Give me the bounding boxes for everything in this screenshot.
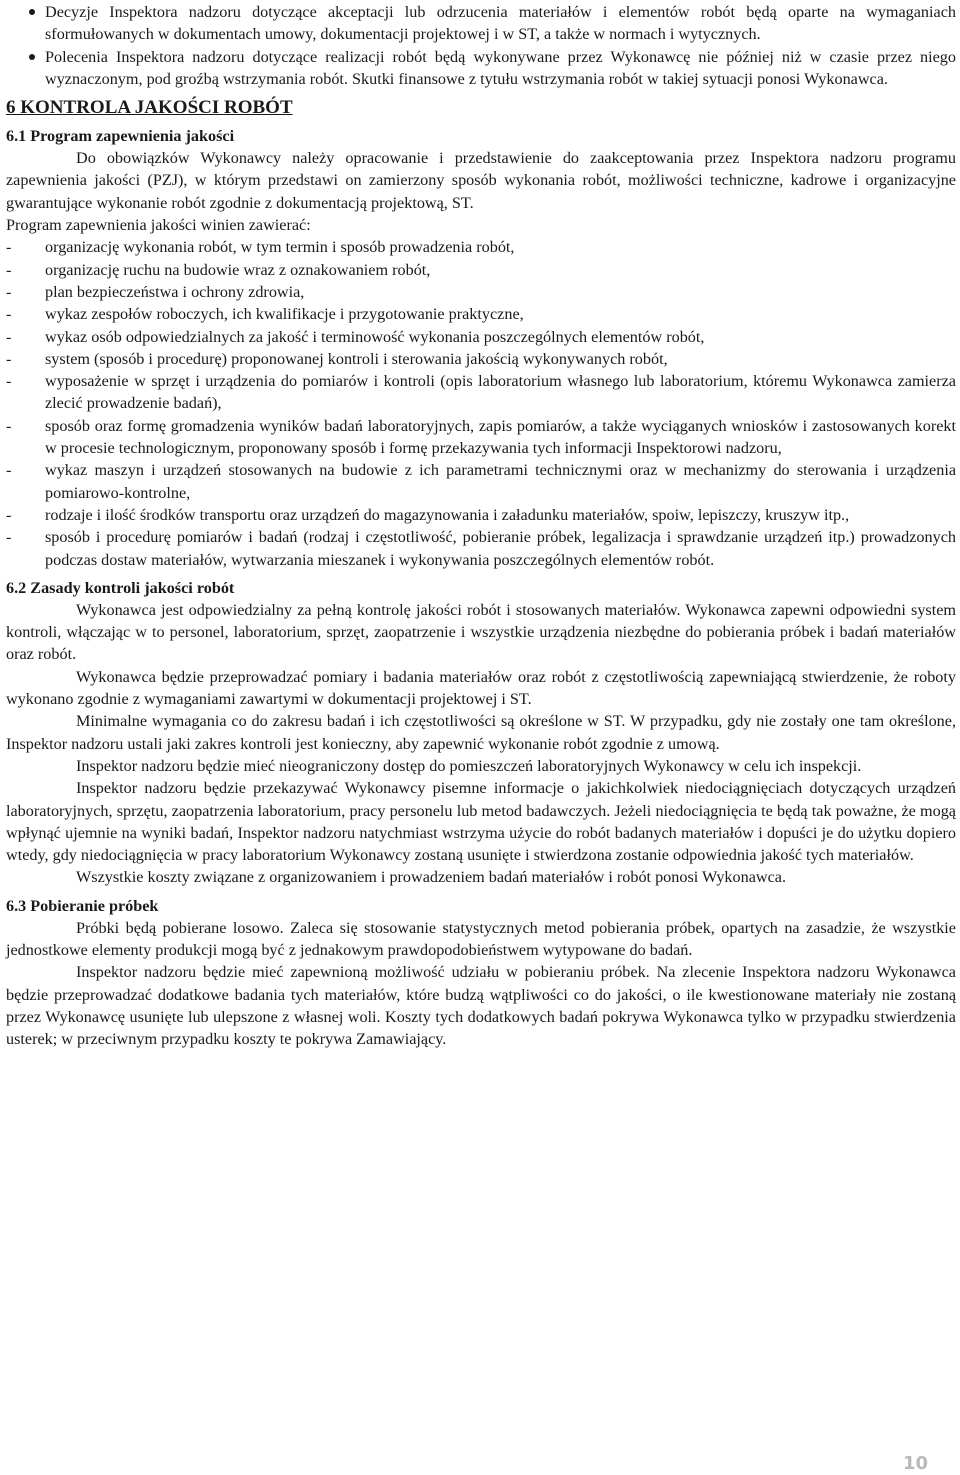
list-item-text: wykaz zespołów roboczych, ich kwalifikacje i przygotowanie praktyczne, <box>45 305 524 324</box>
list-item <box>6 236 956 258</box>
list-item <box>6 459 956 504</box>
dash-marker: - <box>6 505 12 524</box>
subsection-heading-6-3: 6.3 Pobieranie próbek <box>6 896 159 915</box>
dash-marker: - <box>6 416 12 435</box>
list-item <box>6 415 956 460</box>
list-item <box>6 281 956 303</box>
list-item <box>6 526 956 571</box>
bullet-list <box>6 1 956 90</box>
list-item-text: wykaz maszyn i urządzeń stosowanych na budowie z ich parametrami technicznymi oraz w mechanizmy do sterowania i urządzenia pomiarowo-kontrolne, <box>45 461 956 502</box>
requirements-list <box>6 236 956 570</box>
dash-marker: - <box>6 372 12 391</box>
dash-marker: - <box>6 461 12 480</box>
list-item <box>6 348 956 370</box>
list-item-text: wykaz osób odpowiedzialnych za jakość i terminowość wykonania poszczególnych elementów robót, <box>45 327 705 346</box>
list-item-text: rodzaje i ilość środków transportu oraz urządzeń do magazynowania i załadunku materiałów, spoiw, lepiszczy, kruszyw itp., <box>45 505 850 524</box>
paragraph: Inspektor nadzoru będzie przekazywać Wykonawcy pisemne informacje o jakichkolwiek niedociągnięciach dotyczących urządzeń laboratoryjnych, sprzętu, zaopatrzenia laboratorium, pracy personelu lub metod badawczych. Jeżeli niedociągnięcia te będą tak poważne, że mogą wpłynąć ujemnie na wyniki badań, Inspektor nadzoru natychmiast wstrzyma użycie do robót badanych materiałów i dopuści je do użytku dopiero wtedy, gdy niedociągnięcia w pracy laboratorium Wykonawcy zostaną usunięte i stwierdzona zostanie odpowiednia jakość tych materiałów. <box>6 779 956 865</box>
list-item-text: wyposażenie w sprzęt i urządzenia do pomiarów i kontroli (opis laboratorium własnego lub laboratorium, któremu Wykonawca zamierza zlecić prowadzenie badań), <box>45 372 956 413</box>
list-item <box>6 303 956 325</box>
list-item <box>6 326 956 348</box>
paragraph: Próbki będą pobierane losowo. Zaleca się stosowanie statystycznych metod pobierania próbek, opartych na zasadzie, że wszystkie jednostkowe elementy produkcji mogą być z jednakowym prawdopodobieństwem wytypowane do badań. <box>6 918 956 959</box>
dash-marker: - <box>6 282 12 301</box>
list-item-text: sposób i procedurę pomiarów i badań (rodzaj i częstotliwość, pobieranie próbek, legalizacja i sprawdzanie urządzeń itp.) prowadzonych podczas dostaw materiałów, wytwarzania mieszanek i wykonywania poszczególnych elementów robót. <box>45 528 956 569</box>
list-item <box>6 370 956 415</box>
list-item-text: sposób oraz formę gromadzenia wyników badań laboratoryjnych, zapis pomiarów, a także wyciąganych wniosków i zastosowanych korekt w procesie technologicznym, proponowany sposób i formę przekazywania tych informacji Inspektorowi nadzoru, <box>45 416 956 458</box>
paragraph: Do obowiązków Wykonawcy należy opracowanie i przedstawienie do zaakceptowania przez Inspektora nadzoru programu zapewnienia jakości (PZJ), w którym przedstawi on zamierzony sposób wykonania robót, możliwości techniczne, kadrowe i organizacyjne gwarantujące wykonanie robót zgodnie z dokumentacją projektową, ST. <box>6 149 956 212</box>
list-item <box>6 259 956 281</box>
paragraph: Wszystkie koszty związane z organizowaniem i prowadzeniem badań materiałów i robót ponosi Wykonawca. <box>76 868 786 887</box>
list-item-text: organizację ruchu na budowie wraz z oznakowaniem robót, <box>45 260 431 279</box>
dash-marker: - <box>6 260 12 279</box>
dash-marker: - <box>6 327 12 346</box>
list-item <box>6 504 956 526</box>
dash-marker: - <box>6 349 12 368</box>
paragraph: Inspektor nadzoru będzie mieć nieograniczony dostęp do pomieszczeń laboratoryjnych Wykonawcy w celu ich inspekcji. <box>76 756 862 775</box>
bullet-item: Decyzje Inspektora nadzoru dotyczące akceptacji lub odrzucenia materiałów i elementów robót będą oparte na wymaganiach sformułowanych w dokumentach umowy, dokumentacji projektowej i w ST, a także w normach i wytycznych. <box>6 1 956 46</box>
document-body <box>6 1 956 1050</box>
subsection-heading-6-2: 6.2 Zasady kontroli jakości robót <box>6 578 235 597</box>
dash-marker: - <box>6 238 12 257</box>
list-item-text: organizację wykonania robót, w tym termin i sposób prowadzenia robót, <box>45 238 515 257</box>
list-item-text: system (sposób i procedurę) proponowanej kontroli i sterowania jakością wykonywanych robót, <box>45 349 668 368</box>
dash-marker: - <box>6 528 12 547</box>
bullet-item: Polecenia Inspektora nadzoru dotyczące realizacji robót będą wykonywane przez Wykonawcę nie później niż w czasie przez niego wyznaczonym, pod groźbą wstrzymania robót. Skutki finansowe z tytułu wstrzymania robót w takiej sytuacji ponosi Wykonawca. <box>6 46 956 91</box>
paragraph: Wykonawca jest odpowiedzialny za pełną kontrolę jakości robót i stosowanych materiałów. Wykonawca zapewni odpowiedni system kontroli, włączając w to personel, laboratorium, sprzęt, zaopatrzenie i wszystkie urządzenia niezbędne do pobierania próbek i badań materiałów oraz robót. <box>6 600 956 664</box>
paragraph: Wykonawca będzie przeprowadzać pomiary i badania materiałów oraz robót z częstotliwością zapewniającą stwierdzenie, że roboty wykonano zgodnie z wymaganiami zawartymi w dokumentacji projektowej i ST. <box>6 667 956 709</box>
page-number: 10 <box>902 1452 928 1474</box>
paragraph: Inspektor nadzoru będzie mieć zapewnioną możliwość udziału w pobieraniu próbek. Na zlecenie Inspektora nadzoru Wykonawca będzie przeprowadzać dodatkowe badania tych materiałów, które budzą wątpliwości co do jakości, o ile kwestionowane materiały nie zostaną przez Wykonawcę usunięte lub ulepszone z własnej woli. Koszty tych dodatkowych badań pokrywa Wykonawca tylko w przypadku stwierdzenia usterek; w przeciwnym przypadku koszty te pokrywa Zamawiający. <box>6 963 956 1049</box>
list-item-text: plan bezpieczeństwa i ochrony zdrowia, <box>45 282 305 301</box>
dash-marker: - <box>6 305 12 324</box>
section-heading-6: 6 KONTROLA JAKOŚCI ROBÓT <box>6 97 293 119</box>
list-intro: Program zapewnienia jakości winien zawierać: <box>6 216 311 235</box>
subsection-heading-6-1: 6.1 Program zapewnienia jakości <box>6 127 235 146</box>
paragraph: Minimalne wymagania co do zakresu badań i ich częstotliwości są określone w ST. W przypadku, gdy nie zostały one tam określone, Inspektor nadzoru ustali jaki zakres kontroli jest konieczny, aby zapewnić wykonanie robót zgodnie z umową. <box>6 712 956 753</box>
